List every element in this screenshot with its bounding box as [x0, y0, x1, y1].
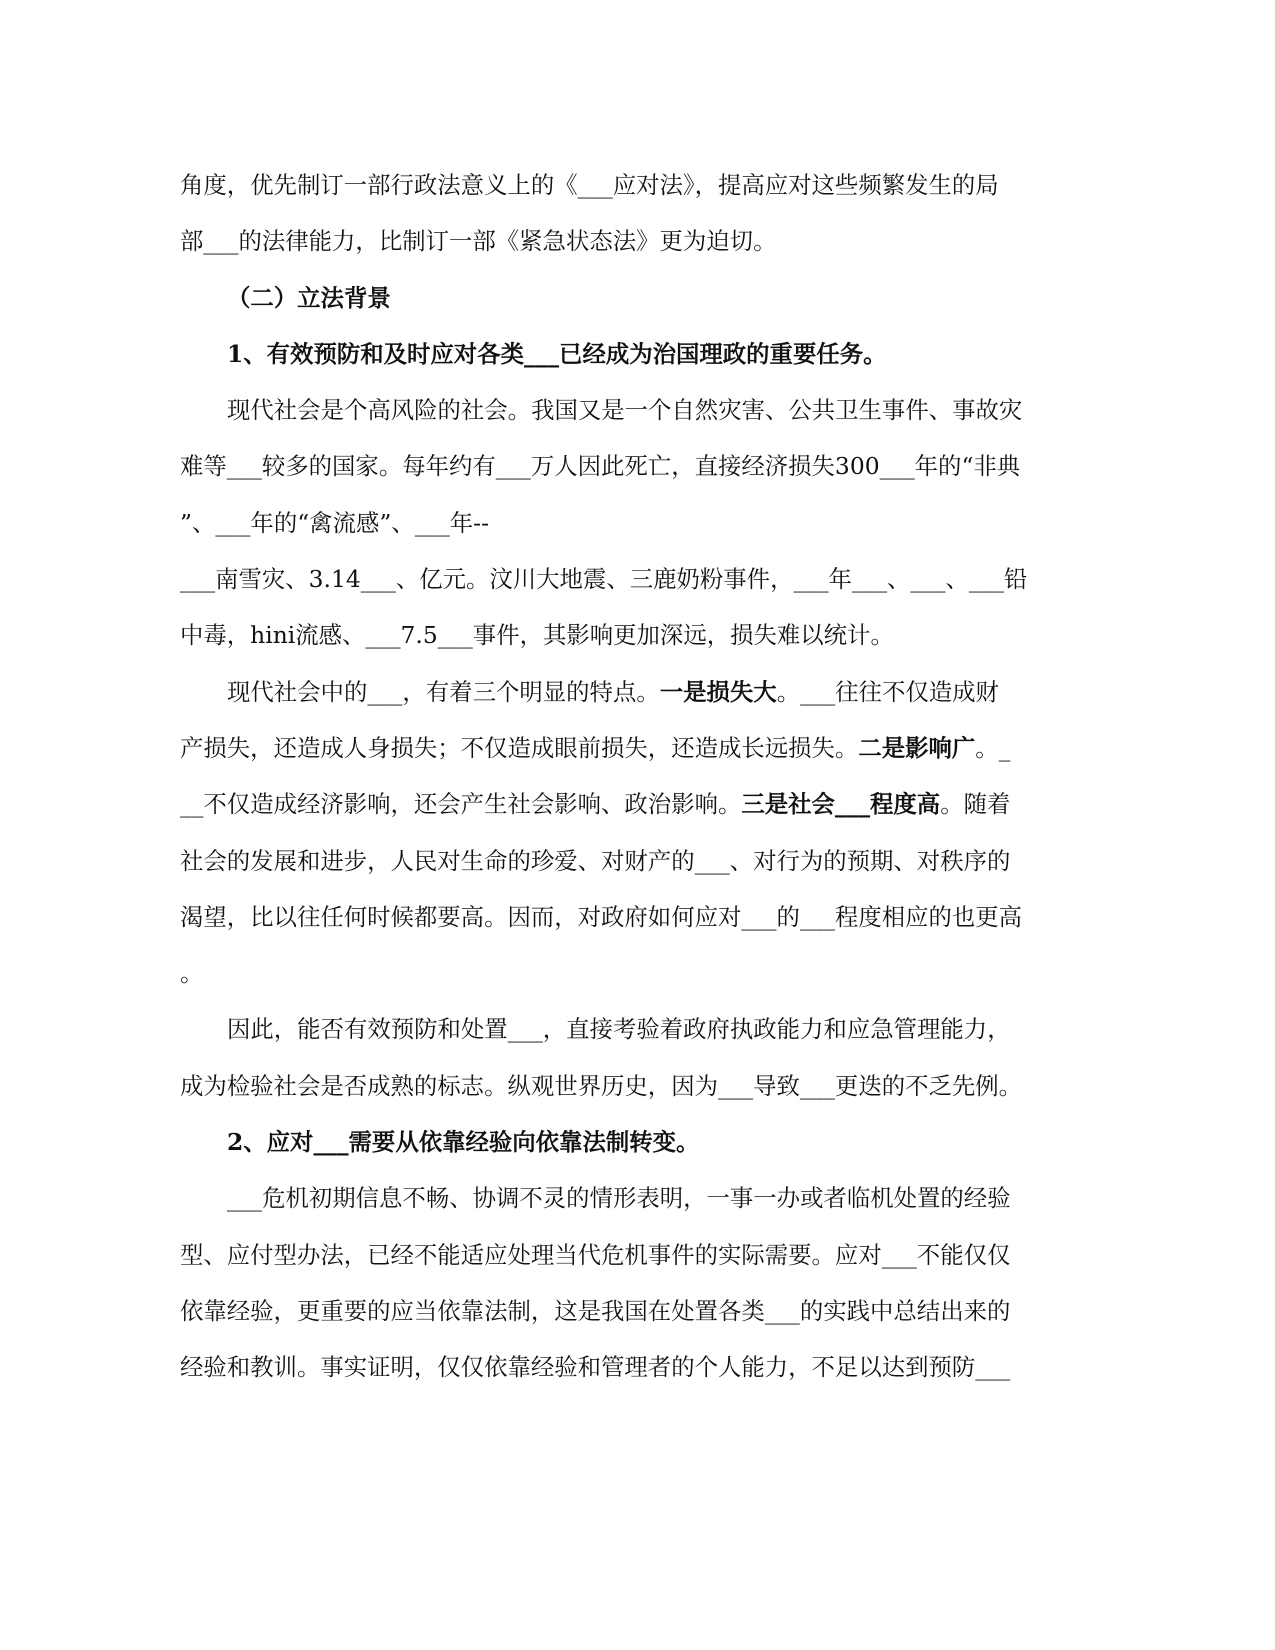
text-run: ___南雪灾、3.14___、亿元。汶川大地震、三鹿奶粉事件，___年___、___、___铅 — [180, 565, 1028, 594]
text-line — [180, 172, 1032, 228]
text-run: 因此，能否有效预防和处置___，直接考验着政府执政能力和应急管理能力， — [227, 1015, 1011, 1044]
text-run: 产损失，还造成人身损失；不仅造成眼前损失，还造成长远损失。 — [180, 733, 859, 762]
text-line — [180, 453, 1032, 509]
text-line — [180, 1298, 1032, 1354]
text-run: 现代社会中的___，有着三个明显的特点。 — [227, 677, 660, 706]
text-run: 现代社会是个高风险的社会。我国又是一个自然灾害、公共卫生事件、事故灾 — [227, 396, 1023, 425]
text-run: 部___的法律能力，比制订一部《紧急状态法》更为迫切。 — [180, 227, 777, 256]
text-run: 依靠经验，更重要的应当依靠法制，这是我国在处置各类___的实践中总结出来的 — [180, 1296, 1011, 1325]
text-line — [180, 791, 1032, 847]
text-line — [180, 397, 1032, 453]
text-line — [180, 285, 1032, 341]
bold-text: 1、有效预防和及时应对各类___已经成为治国理政的重要任务。 — [227, 339, 887, 368]
text-line — [180, 904, 1032, 960]
text-line — [180, 1073, 1032, 1129]
document-body — [180, 172, 1032, 1411]
text-run: 经验和教训。事实证明，仅仅依靠经验和管理者的个人能力，不足以达到预防___ — [180, 1353, 1011, 1382]
text-line — [180, 735, 1032, 791]
bold-text: 二是影响广 — [858, 733, 976, 762]
text-line — [180, 1185, 1032, 1241]
text-line — [180, 1354, 1032, 1410]
bold-text: 三是社会___程度高 — [741, 790, 941, 819]
text-run: ”、___年的“禽流感”、___年-- — [180, 508, 489, 537]
text-run: 渴望，比以往任何时候都要高。因而，对政府如何应对___的___程度相应的也更高 — [180, 902, 1023, 931]
text-run: 。 — [180, 959, 204, 988]
text-run: __不仅造成经济影响，还会产生社会影响、政治影响。 — [180, 790, 742, 819]
text-line — [180, 848, 1032, 904]
bold-text: （二）立法背景 — [227, 283, 391, 312]
text-run: 成为检验社会是否成熟的标志。纵观世界历史，因为___导致___更迭的不乏先例。 — [180, 1071, 1023, 1100]
text-line — [180, 679, 1032, 735]
text-run: 难等___较多的国家。每年约有___万人因此死亡，直接经济损失300___年的“非典 — [180, 452, 1021, 481]
bold-text: 2、应对___需要从依靠经验向依靠法制转变。 — [227, 1128, 700, 1157]
text-run: 。_ — [975, 733, 1011, 762]
text-line — [180, 1016, 1032, 1072]
text-run: 角度，优先制订一部行政法意义上的《___应对法》，提高应对这些频繁发生的局 — [180, 171, 999, 199]
text-run: ___危机初期信息不畅、协调不灵的情形表明，一事一办或者临机处置的经验 — [227, 1184, 1011, 1213]
text-run: 。随着 — [940, 790, 1011, 819]
text-line — [180, 510, 1032, 566]
text-line — [180, 1242, 1032, 1298]
text-run: 社会的发展和进步，人民对生命的珍爱、对财产的___、对行为的预期、对秩序的 — [180, 846, 1011, 875]
text-line — [180, 960, 1032, 1016]
text-line — [180, 341, 1032, 397]
text-run: 中毒，hini流感、___7.5___事件，其影响更加深远，损失难以统计。 — [180, 621, 894, 650]
text-run: 。___往往不仅造成财 — [776, 677, 999, 706]
bold-text: 一是损失大 — [659, 677, 777, 706]
text-line — [180, 228, 1032, 284]
text-line — [180, 1129, 1032, 1185]
text-line — [180, 622, 1032, 678]
text-line — [180, 566, 1032, 622]
text-run: 型、应付型办法，已经不能适应处理当代危机事件的实际需要。应对___不能仅仅 — [180, 1240, 1011, 1269]
